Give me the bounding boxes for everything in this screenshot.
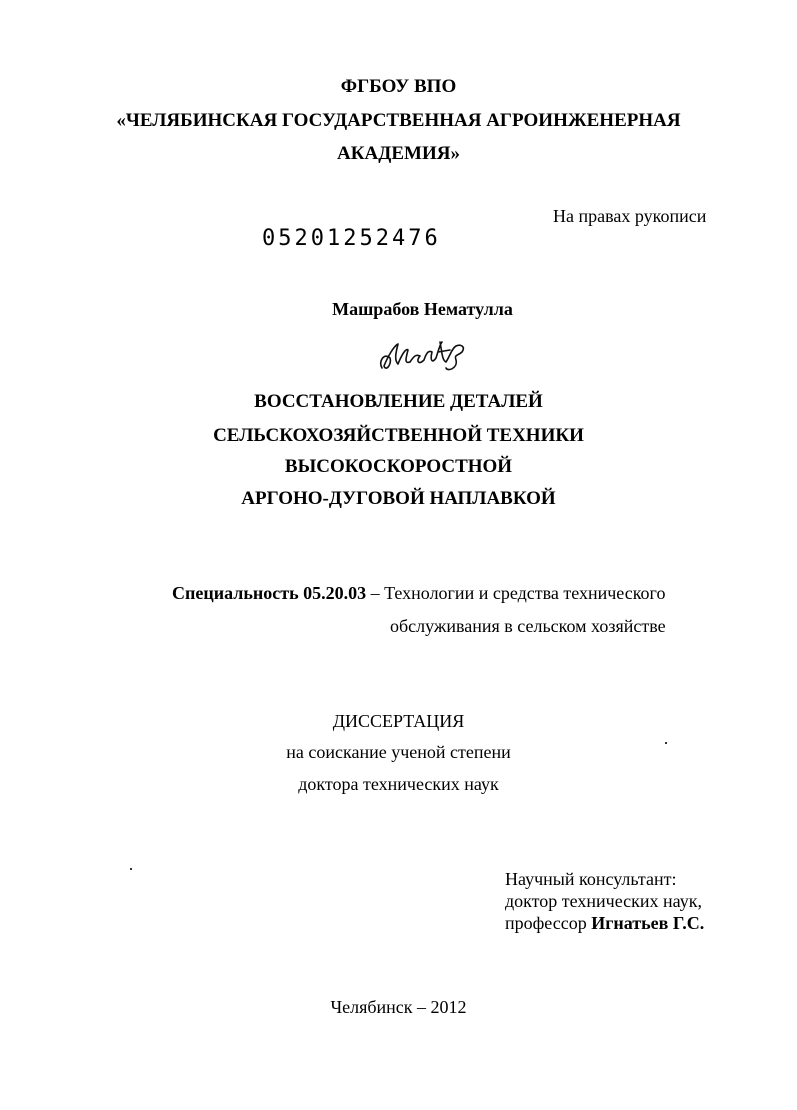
consultant-line-1: Научный консультант:	[505, 869, 677, 889]
specialty-text-1: – Технологии и средства технического	[366, 583, 666, 603]
signature-icon	[376, 338, 476, 374]
consultant-line-2: доктор технических наук,	[505, 891, 702, 911]
title-line-1: ВОССТАНОВЛЕНИЕ ДЕТАЛЕЙ	[254, 391, 543, 412]
consultant-title: профессор	[505, 913, 592, 933]
consultant-name: Игнатьев Г.С.	[591, 913, 705, 933]
rights-note: На правах рукописи	[553, 206, 707, 226]
author-name: Машрабов Нематулла	[332, 299, 513, 319]
catalog-number: 05201252476	[262, 226, 441, 251]
organization-line-2: «ЧЕЛЯБИНСКАЯ ГОСУДАРСТВЕННАЯ АГРОИНЖЕНЕРНАЯ	[116, 110, 681, 131]
scan-speck	[130, 868, 132, 870]
degree-line-1: на соискание ученой степени	[286, 742, 511, 762]
city-year: Челябинск – 2012	[330, 997, 467, 1017]
organization-line-1: ФГБОУ ВПО	[340, 76, 457, 97]
dissertation-type: ДИССЕРТАЦИЯ	[332, 711, 465, 731]
title-line-3: ВЫСОКОСКОРОСТНОЙ	[284, 456, 513, 477]
organization-line-3: АКАДЕМИЯ»	[337, 143, 460, 164]
consultant-line-3	[505, 913, 704, 934]
specialty-line-2: обслуживания в сельском хозяйстве	[390, 616, 666, 636]
title-line-2: СЕЛЬСКОХОЗЯЙСТВЕННОЙ ТЕХНИКИ	[213, 425, 584, 446]
scan-speck	[665, 742, 667, 744]
specialty-label: Специальность 05.20.03	[172, 583, 367, 603]
degree-line-2: доктора технических наук	[298, 774, 499, 794]
title-line-4: АРГОНО-ДУГОВОЙ НАПЛАВКОЙ	[241, 488, 556, 509]
specialty-line-1	[172, 583, 665, 604]
